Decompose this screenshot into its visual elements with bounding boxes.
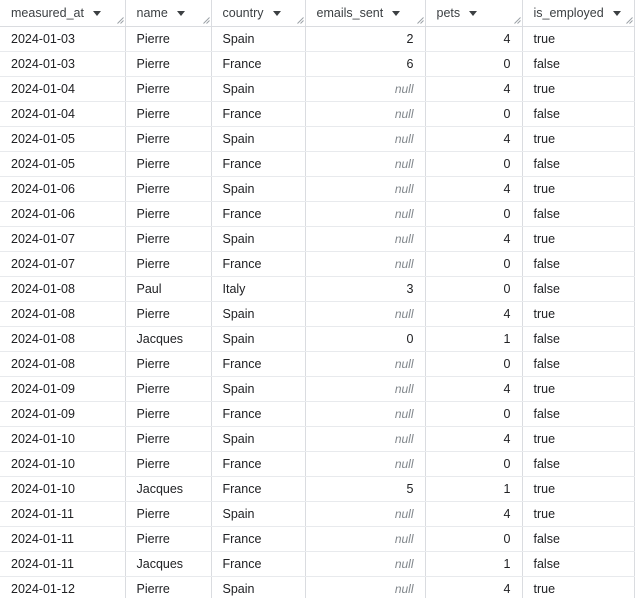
cell-name[interactable]: Pierre <box>125 27 211 52</box>
cell-measured-at[interactable]: 2024-01-06 <box>0 202 125 227</box>
cell-pets[interactable]: 4 <box>425 377 522 402</box>
resize-handle-icon[interactable] <box>297 17 304 24</box>
cell-name[interactable]: Pierre <box>125 452 211 477</box>
cell-name[interactable]: Pierre <box>125 402 211 427</box>
cell-measured-at[interactable]: 2024-01-10 <box>0 452 125 477</box>
cell-is-employed[interactable]: false <box>522 552 634 577</box>
cell-measured-at[interactable]: 2024-01-09 <box>0 377 125 402</box>
cell-pets[interactable]: 4 <box>425 427 522 452</box>
cell-is-employed[interactable]: false <box>522 352 634 377</box>
table-row[interactable] <box>0 27 634 52</box>
cell-emails-sent[interactable]: null <box>305 102 425 127</box>
cell-pets[interactable]: 1 <box>425 327 522 352</box>
cell-name[interactable]: Paul <box>125 277 211 302</box>
cell-measured-at[interactable]: 2024-01-05 <box>0 152 125 177</box>
table-row[interactable] <box>0 527 634 552</box>
cell-country[interactable]: France <box>211 102 305 127</box>
cell-name[interactable]: Jacques <box>125 552 211 577</box>
cell-is-employed[interactable]: false <box>522 202 634 227</box>
cell-measured-at[interactable]: 2024-01-08 <box>0 302 125 327</box>
cell-is-employed[interactable]: false <box>522 252 634 277</box>
cell-country[interactable]: Spain <box>211 177 305 202</box>
table-row[interactable] <box>0 177 634 202</box>
table-row[interactable] <box>0 452 634 477</box>
cell-measured-at[interactable]: 2024-01-08 <box>0 327 125 352</box>
cell-emails-sent[interactable]: null <box>305 227 425 252</box>
cell-country[interactable]: Spain <box>211 77 305 102</box>
cell-measured-at[interactable]: 2024-01-03 <box>0 52 125 77</box>
cell-measured-at[interactable]: 2024-01-12 <box>0 577 125 598</box>
cell-name[interactable]: Pierre <box>125 77 211 102</box>
resize-handle-icon[interactable] <box>117 17 124 24</box>
header-row <box>0 0 634 27</box>
cell-emails-sent[interactable]: null <box>305 552 425 577</box>
cell-country[interactable]: France <box>211 252 305 277</box>
cell-measured-at[interactable]: 2024-01-10 <box>0 477 125 502</box>
cell-pets[interactable]: 0 <box>425 277 522 302</box>
cell-emails-sent[interactable]: null <box>305 502 425 527</box>
table-row[interactable] <box>0 327 634 352</box>
cell-name[interactable]: Pierre <box>125 177 211 202</box>
cell-measured-at[interactable]: 2024-01-04 <box>0 102 125 127</box>
cell-measured-at[interactable]: 2024-01-10 <box>0 427 125 452</box>
cell-pets[interactable]: 0 <box>425 252 522 277</box>
table-row[interactable] <box>0 52 634 77</box>
table-row[interactable] <box>0 502 634 527</box>
cell-measured-at[interactable]: 2024-01-07 <box>0 227 125 252</box>
cell-is-employed[interactable]: true <box>522 177 634 202</box>
cell-country[interactable]: France <box>211 527 305 552</box>
cell-pets[interactable]: 1 <box>425 477 522 502</box>
column-header-content <box>212 0 305 26</box>
cell-emails-sent[interactable]: null <box>305 402 425 427</box>
table-header <box>0 0 634 27</box>
cell-pets[interactable]: 4 <box>425 77 522 102</box>
cell-pets[interactable]: 0 <box>425 352 522 377</box>
cell-emails-sent[interactable]: null <box>305 577 425 598</box>
caret-down-icon[interactable] <box>613 11 621 16</box>
table-row[interactable] <box>0 402 634 427</box>
cell-is-employed[interactable]: false <box>522 527 634 552</box>
column-header-emails-sent[interactable] <box>305 0 425 27</box>
cell-is-employed[interactable]: true <box>522 577 634 598</box>
cell-name[interactable]: Pierre <box>125 52 211 77</box>
cell-name[interactable]: Pierre <box>125 352 211 377</box>
table-body <box>0 27 634 598</box>
cell-country[interactable]: France <box>211 152 305 177</box>
cell-pets[interactable]: 4 <box>425 577 522 598</box>
cell-country[interactable]: Spain <box>211 27 305 52</box>
cell-name[interactable]: Pierre <box>125 252 211 277</box>
cell-is-employed[interactable]: true <box>522 377 634 402</box>
cell-measured-at[interactable]: 2024-01-11 <box>0 527 125 552</box>
cell-name[interactable]: Jacques <box>125 327 211 352</box>
cell-name[interactable]: Pierre <box>125 527 211 552</box>
cell-measured-at[interactable]: 2024-01-04 <box>0 77 125 102</box>
cell-pets[interactable]: 4 <box>425 502 522 527</box>
cell-emails-sent[interactable]: null <box>305 302 425 327</box>
resize-handle-icon[interactable] <box>203 17 210 24</box>
cell-measured-at[interactable]: 2024-01-07 <box>0 252 125 277</box>
cell-name[interactable]: Pierre <box>125 427 211 452</box>
cell-measured-at[interactable]: 2024-01-06 <box>0 177 125 202</box>
cell-pets[interactable]: 1 <box>425 552 522 577</box>
table-row[interactable] <box>0 152 634 177</box>
cell-country[interactable]: France <box>211 452 305 477</box>
cell-measured-at[interactable]: 2024-01-08 <box>0 352 125 377</box>
column-header-label: pets <box>436 6 461 20</box>
caret-down-icon[interactable] <box>469 11 477 16</box>
cell-country[interactable]: Spain <box>211 577 305 598</box>
cell-is-employed[interactable]: false <box>522 52 634 77</box>
cell-pets[interactable]: 4 <box>425 302 522 327</box>
cell-name[interactable]: Pierre <box>125 577 211 598</box>
cell-is-employed[interactable]: false <box>522 452 634 477</box>
column-header-content <box>0 0 125 26</box>
table-row[interactable] <box>0 477 634 502</box>
cell-pets[interactable]: 0 <box>425 52 522 77</box>
cell-country[interactable]: Spain <box>211 227 305 252</box>
resize-handle-icon[interactable] <box>514 17 521 24</box>
cell-pets[interactable]: 0 <box>425 202 522 227</box>
cell-emails-sent[interactable]: null <box>305 127 425 152</box>
cell-country[interactable]: France <box>211 52 305 77</box>
cell-emails-sent[interactable]: 2 <box>305 27 425 52</box>
cell-name[interactable]: Pierre <box>125 152 211 177</box>
cell-name[interactable]: Jacques <box>125 477 211 502</box>
cell-country[interactable]: Spain <box>211 327 305 352</box>
cell-pets[interactable]: 4 <box>425 177 522 202</box>
cell-is-employed[interactable]: true <box>522 477 634 502</box>
cell-country[interactable]: Spain <box>211 127 305 152</box>
cell-country[interactable]: France <box>211 202 305 227</box>
cell-is-employed[interactable]: true <box>522 302 634 327</box>
cell-name[interactable]: Pierre <box>125 377 211 402</box>
cell-country[interactable]: Spain <box>211 377 305 402</box>
cell-emails-sent[interactable]: null <box>305 377 425 402</box>
column-header-pets[interactable] <box>425 0 522 27</box>
cell-measured-at[interactable]: 2024-01-05 <box>0 127 125 152</box>
cell-country[interactable]: France <box>211 402 305 427</box>
table-row[interactable] <box>0 302 634 327</box>
cell-name[interactable]: Pierre <box>125 502 211 527</box>
cell-is-employed[interactable]: true <box>522 502 634 527</box>
cell-measured-at[interactable]: 2024-01-11 <box>0 502 125 527</box>
cell-measured-at[interactable]: 2024-01-03 <box>0 27 125 52</box>
cell-is-employed[interactable]: false <box>522 327 634 352</box>
table-row[interactable] <box>0 377 634 402</box>
cell-pets[interactable]: 4 <box>425 227 522 252</box>
column-header-content <box>523 0 634 26</box>
caret-down-icon[interactable] <box>392 11 400 16</box>
cell-country[interactable]: Spain <box>211 302 305 327</box>
cell-name[interactable]: Pierre <box>125 302 211 327</box>
cell-name[interactable]: Pierre <box>125 127 211 152</box>
cell-pets[interactable]: 0 <box>425 152 522 177</box>
cell-is-employed[interactable]: false <box>522 152 634 177</box>
cell-name[interactable]: Pierre <box>125 227 211 252</box>
cell-is-employed[interactable]: false <box>522 102 634 127</box>
cell-emails-sent[interactable]: null <box>305 427 425 452</box>
table-row[interactable] <box>0 127 634 152</box>
cell-name[interactable]: Pierre <box>125 202 211 227</box>
column-header-content <box>426 0 522 26</box>
column-header-content <box>306 0 425 26</box>
cell-measured-at[interactable]: 2024-01-08 <box>0 277 125 302</box>
cell-pets[interactable]: 0 <box>425 527 522 552</box>
cell-is-employed[interactable]: false <box>522 402 634 427</box>
cell-emails-sent[interactable]: 0 <box>305 327 425 352</box>
table-row[interactable] <box>0 427 634 452</box>
column-header-label: name <box>136 6 168 20</box>
cell-emails-sent[interactable]: null <box>305 527 425 552</box>
table-row[interactable] <box>0 102 634 127</box>
cell-pets[interactable]: 4 <box>425 27 522 52</box>
cell-emails-sent[interactable]: null <box>305 452 425 477</box>
table-row[interactable] <box>0 227 634 252</box>
cell-is-employed[interactable]: true <box>522 27 634 52</box>
cell-pets[interactable]: 0 <box>425 452 522 477</box>
cell-is-employed[interactable]: true <box>522 127 634 152</box>
column-header-country[interactable] <box>211 0 305 27</box>
column-header-content <box>126 0 211 26</box>
cell-country[interactable]: Spain <box>211 502 305 527</box>
table-row[interactable] <box>0 277 634 302</box>
cell-emails-sent[interactable]: null <box>305 77 425 102</box>
column-header-label: country <box>222 6 264 20</box>
cell-is-employed[interactable]: true <box>522 227 634 252</box>
resize-handle-icon[interactable] <box>417 17 424 24</box>
cell-country[interactable]: France <box>211 352 305 377</box>
cell-is-employed[interactable]: true <box>522 77 634 102</box>
cell-country[interactable]: France <box>211 552 305 577</box>
column-header-is-employed[interactable] <box>522 0 634 27</box>
cell-measured-at[interactable]: 2024-01-09 <box>0 402 125 427</box>
cell-pets[interactable]: 0 <box>425 102 522 127</box>
resize-handle-icon[interactable] <box>626 17 633 24</box>
column-header-name[interactable] <box>125 0 211 27</box>
cell-emails-sent[interactable]: null <box>305 352 425 377</box>
cell-pets[interactable]: 4 <box>425 127 522 152</box>
caret-down-icon[interactable] <box>93 11 101 16</box>
cell-emails-sent[interactable]: null <box>305 252 425 277</box>
caret-down-icon[interactable] <box>273 11 281 16</box>
cell-emails-sent[interactable]: 3 <box>305 277 425 302</box>
table-row[interactable] <box>0 252 634 277</box>
cell-measured-at[interactable]: 2024-01-11 <box>0 552 125 577</box>
caret-down-icon[interactable] <box>177 11 185 16</box>
cell-emails-sent[interactable]: null <box>305 202 425 227</box>
column-header-measured-at[interactable] <box>0 0 125 27</box>
column-header-label: measured_at <box>11 6 84 20</box>
cell-name[interactable]: Pierre <box>125 102 211 127</box>
cell-pets[interactable]: 0 <box>425 402 522 427</box>
table-row[interactable] <box>0 552 634 577</box>
cell-emails-sent[interactable]: null <box>305 152 425 177</box>
column-header-label: is_employed <box>533 6 604 20</box>
table-row[interactable] <box>0 352 634 377</box>
table-row[interactable] <box>0 77 634 102</box>
table-row[interactable] <box>0 577 634 598</box>
cell-country[interactable]: Italy <box>211 277 305 302</box>
cell-country[interactable]: France <box>211 477 305 502</box>
cell-emails-sent[interactable]: 5 <box>305 477 425 502</box>
cell-is-employed[interactable]: false <box>522 277 634 302</box>
cell-emails-sent[interactable]: null <box>305 177 425 202</box>
table-row[interactable] <box>0 202 634 227</box>
cell-country[interactable]: Spain <box>211 427 305 452</box>
column-header-label: emails_sent <box>316 6 384 20</box>
cell-is-employed[interactable]: true <box>522 427 634 452</box>
cell-emails-sent[interactable]: 6 <box>305 52 425 77</box>
